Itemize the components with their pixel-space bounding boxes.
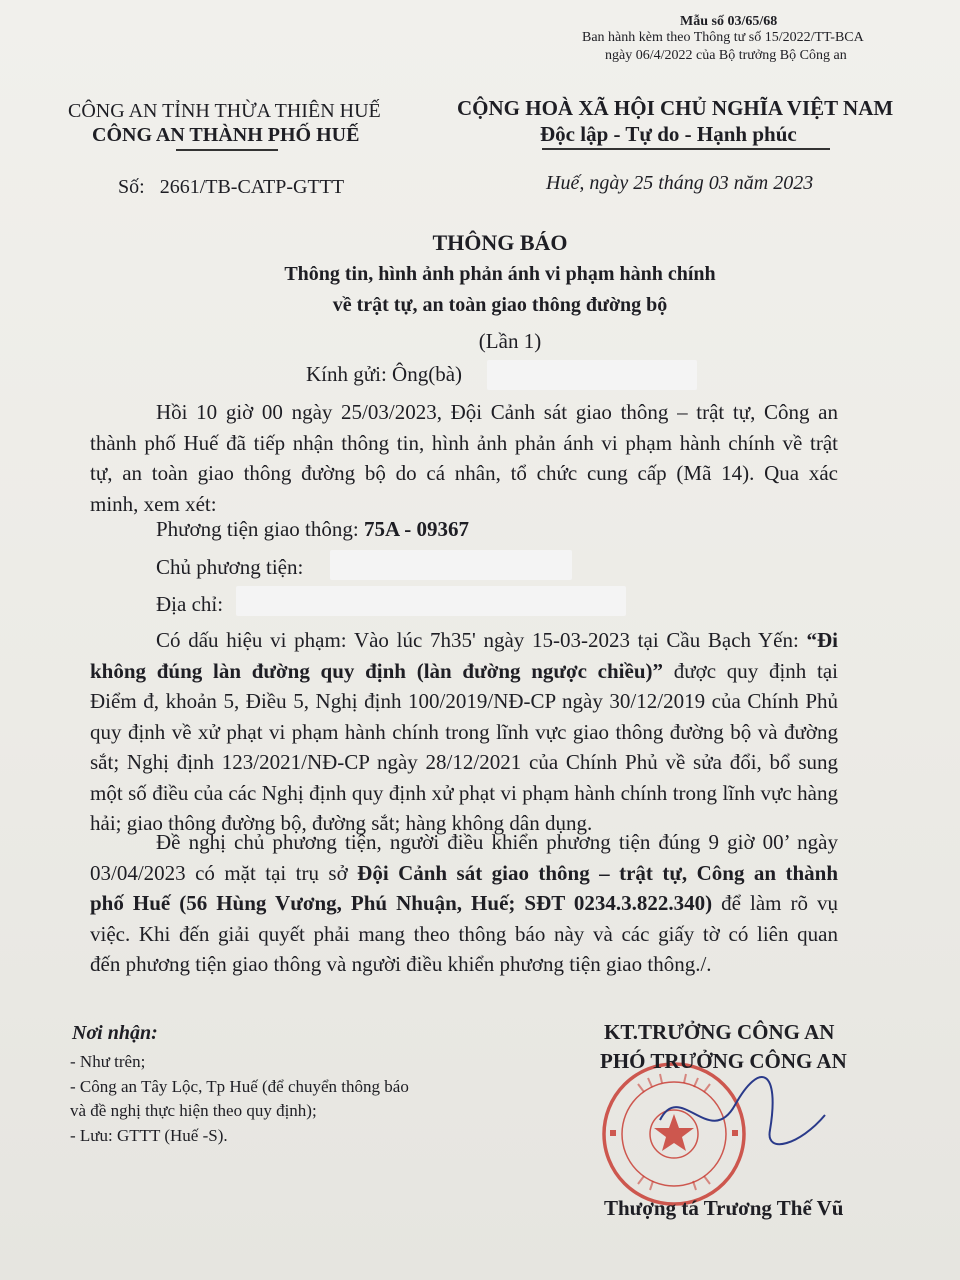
violation-line (90, 656, 838, 687)
nation-name: CỘNG HOÀ XÃ HỘI CHỦ NGHĨA VIỆT NAM (457, 96, 894, 120)
request-line2-b: Đội Cảnh sát giao thông – trật tự, Công an thành (357, 860, 839, 885)
para1-line: thành phố Huế đã tiếp nhận thông tin, hình ảnh phản ánh vi phạm hành chính về trật (90, 430, 838, 455)
doc-subtitle-2: về trật tự, an toàn giao thông đường bộ (332, 294, 668, 316)
recipient-redaction (487, 360, 697, 390)
nation-motto: Độc lập - Tự do - Hạnh phúc (540, 122, 797, 146)
violation-line: sắt; Nghị định 123/2021/NĐ-CP ngày 28/12/2021 của Chính Phủ về sửa đổi, bổ sung (90, 750, 838, 774)
agency-underline (176, 149, 278, 151)
address-label: Địa chỉ: (156, 592, 224, 616)
violation-line: một số điều của các Nghị định quy định xử phạt vi phạm hành chính trong lĩnh vực hàng (90, 780, 838, 805)
signature-line1: KT.TRƯỞNG CÔNG AN (604, 1020, 835, 1044)
address-redaction (236, 586, 626, 616)
motto-underline (542, 148, 830, 150)
form-issued-with: Ban hành kèm theo Thông tư số 15/2022/TT-BCA (582, 30, 864, 45)
agency-parent: CÔNG AN TỈNH THỪA THIÊN HUẾ (68, 100, 381, 122)
violation-quote: không đúng làn đường quy định (làn đường ngược chiều)” (90, 658, 663, 683)
request-line: Đề nghị chủ phương tiện, người điều khiển phương tiện đúng 9 giờ 00’ ngày (156, 830, 838, 854)
paragraph-violation (90, 625, 838, 839)
doc-number-label: Số: (118, 176, 145, 198)
violation-quote-start: “Đi (806, 628, 838, 652)
violation-after: được quy định tại (673, 658, 838, 683)
request-line (90, 888, 838, 919)
signature-line2: PHÓ TRƯỞNG CÔNG AN (600, 1049, 847, 1073)
request-line: việc. Khi đến giải quyết phải mang theo thông báo này và các giấy tờ có liên quan (90, 921, 838, 946)
doc-round: (Lần 1) (478, 329, 542, 353)
doc-title: THÔNG BÁO (432, 230, 568, 255)
handwritten-signature (640, 1060, 840, 1180)
recipients-heading: Nơi nhận: (72, 1022, 158, 1044)
violation-line: Điểm đ, khoản 5, Điều 5, Nghị định 100/2019/NĐ-CP ngày 30/12/2019 của Chính Phủ (90, 689, 838, 713)
request-line (90, 858, 838, 889)
form-issued-date: ngày 06/4/2022 của Bộ trưởng Bộ Công an (605, 48, 847, 63)
recipients-item: - Lưu: GTTT (Huế -S). (70, 1125, 228, 1145)
request-line3-a: phố Huế (56 Hùng Vương, Phú Nhuận, Huế; SĐT 0234.3.822.340) (90, 891, 713, 915)
recipient-label: Kính gửi: Ông(bà) (306, 362, 463, 386)
vehicle-label: Phương tiện giao thông: (156, 517, 359, 541)
vehicle-row (156, 517, 469, 542)
violation-line: hải; giao thông đường bộ, đường sắt; hàng không dân dụng. (90, 811, 593, 835)
vehicle-plate: 75A - 09367 (363, 517, 469, 541)
doc-number (118, 176, 344, 199)
recipients-item: và đề nghị thực hiện theo quy định); (70, 1101, 317, 1120)
doc-subtitle-1: Thông tin, hình ảnh phản ánh vi phạm hành chính (284, 263, 716, 285)
para1-line: minh, xem xét: (90, 491, 217, 516)
recipients-item: - Như trên; (70, 1052, 146, 1071)
violation-intro: Có dấu hiệu vi phạm: Vào lúc 7h35' ngày 15-03-2023 tại Cầu Bạch Yến: (156, 628, 799, 652)
owner-redaction (330, 550, 572, 580)
signer-name: Thượng tá Trương Thế Vũ (604, 1196, 844, 1220)
violation-line (90, 625, 838, 656)
doc-number-value: 2661/TB-CATP-GTTT (159, 176, 345, 198)
request-line2-a: 03/04/2023 có mặt tại trụ sở (90, 860, 348, 885)
request-line: đến phương tiện giao thông và người điều khiển phương tiện giao thông./. (90, 952, 712, 976)
para1-line: tự, an toàn giao thông đường bộ do cá nhân, tổ chức cung cấp (Mã 14). Qua xác (90, 461, 838, 485)
recipients-list (70, 1050, 409, 1148)
violation-line: quy định về xử phạt vi phạm hành chính trong lĩnh vực giao thông đường bộ và đường (90, 719, 838, 744)
recipients-item: - Công an Tây Lộc, Tp Huế (để chuyển thông báo (70, 1076, 409, 1096)
agency-unit: CÔNG AN THÀNH PHỐ HUẾ (92, 124, 360, 146)
para1-line: Hồi 10 giờ 00 ngày 25/03/2023, Đội Cảnh sát giao thông – trật tự, Công an (156, 400, 838, 424)
place-date: Huế, ngày 25 tháng 03 năm 2023 (546, 172, 814, 194)
request-line3-b: để làm rõ vụ (721, 891, 838, 915)
form-code: Mẫu số 03/65/68 (680, 14, 778, 29)
paragraph-request (90, 827, 838, 980)
owner-label: Chủ phương tiện: (156, 555, 304, 579)
paragraph-receipt (90, 397, 838, 519)
